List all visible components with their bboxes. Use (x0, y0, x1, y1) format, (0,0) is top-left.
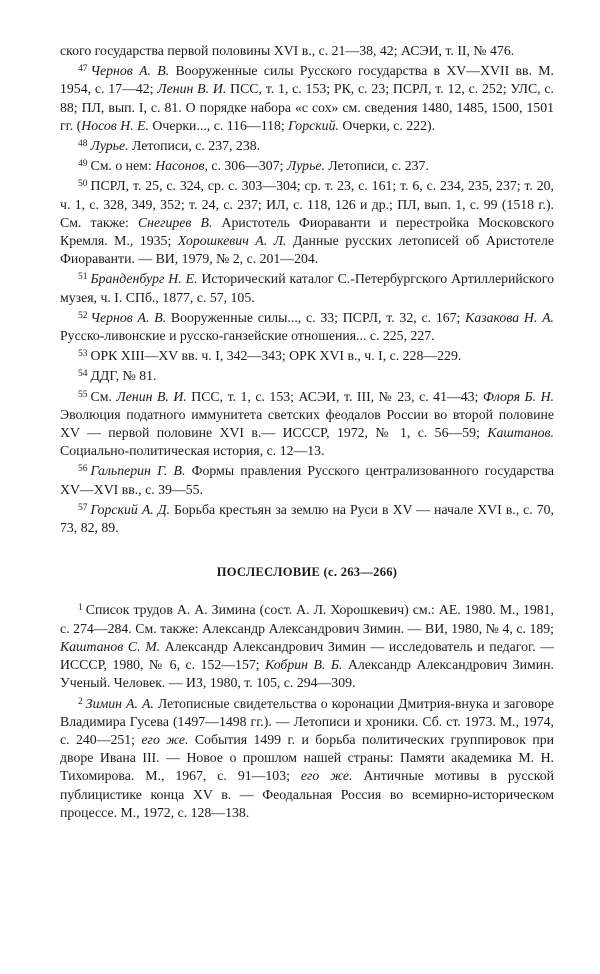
footnote (60, 460, 554, 498)
author-name: Носов Н. Е. (81, 117, 149, 133)
footnote (60, 42, 554, 60)
author-name: Каштанов. (487, 425, 554, 441)
footnote-number: 56 (78, 464, 88, 475)
author-name: Лурье. (286, 158, 325, 174)
footnote-text: См. (90, 388, 117, 404)
footnote (60, 365, 554, 385)
section-heading: ПОСЛЕСЛОВИЕ (с. 263—266) (216, 565, 398, 580)
footnote (60, 155, 554, 175)
footnote-text: Александр Александрович Зимин. Ученый. Человек. — ИЗ, 1980, т. 105, с. 294—309. (60, 657, 554, 691)
author-name: Горский А. Д. (90, 501, 170, 517)
author-name: Бранденбург Н. Е. (90, 271, 198, 287)
footnote-text: Очерки, с. 222). (338, 117, 436, 133)
footnote (60, 499, 554, 537)
author-name: Флоря Б. Н. (482, 388, 555, 404)
author-name: Горский. (288, 117, 339, 133)
footnote-number: 49 (78, 159, 88, 170)
author-name: Казакова Н. А. (465, 309, 554, 325)
footnote-text: ПСС, т. 1, с. 153; РК, с. 23; ПСРЛ, т. 12, с. 252; УЛС, с. 88; ПЛ, вып. I, с. 81. О порядке набора «с сох» см. сведения 1480, 1485, 1500, 1501 гг. ( (60, 81, 554, 133)
footnote (60, 693, 554, 822)
footnote-number: 48 (78, 139, 88, 150)
author-name: его же. (300, 768, 353, 784)
footnote-text: с. 306—307; (207, 158, 287, 174)
footnote (60, 386, 554, 461)
footnote-text: Данные русских летописей об Аристотеле Фиораванти. — ВИ, 1979, № 2, с. 201—204. (60, 233, 554, 267)
author-name: Лурье. (90, 138, 129, 154)
footnote-text: Очерки..., с. 116—118; (148, 117, 289, 133)
notes-block-before (60, 42, 554, 537)
footnote-text: Эволюция податного иммунитета светских феодалов России во второй половине XV — первой половине XVI в.— ИСССР, 1972, № 1, с. 56—59; (60, 406, 554, 441)
footnote-number: 1 (78, 603, 83, 614)
footnote-number: 47 (78, 64, 88, 75)
footnote-text: Летописные свидетельства о коронации Дмитрия-внука и заговоре Владимира Гусева (1497—1498 гг.). — Летописи и хроники. Сб. ст. 1973. М., 1974, с. 240—251; (60, 695, 554, 747)
footnote-text: Летописи, с. 237. (324, 158, 429, 174)
footnote-text: Аристотель Фиораванти и перестройка Московского Кремля. М., 1935; (60, 214, 554, 249)
author-name: Снегирев В. (137, 214, 213, 230)
author-name: Гальперин Г. В. (90, 463, 186, 479)
footnote-text: Социально-политическая история, с. 12—13. (60, 443, 325, 459)
footnote-text: ДДГ, № 81. (90, 368, 157, 384)
author-name: Кобрин В. Б. (265, 657, 343, 673)
author-name: Каштанов С. М. (60, 638, 161, 654)
author-name: Ленин В. И. (157, 81, 227, 97)
footnote-text: Летописи, с. 237, 238. (128, 138, 261, 154)
footnote-text: Формы правления Русского централизованного государства XV—XVI вв., с. 39—55. (60, 463, 554, 497)
footnote-text: Александр Александрович Зимин — исследователь и педагог. — ИСССР, 1980, № 6, с. 152—157; (60, 638, 554, 673)
notes-block-after (60, 599, 554, 821)
footnote (60, 307, 554, 345)
author-name: Насонов, (155, 158, 208, 174)
footnote-number: 52 (78, 310, 88, 321)
footnote-text: Список трудов А. А. Зимина (сост. А. Л. Хорошкевич) см.: АЕ. 1980. М., 1981, с. 274—284. См. также: Александр Александрович Зимин. — ВИ, 1980, № 4, с. 189; (60, 602, 554, 636)
footnote-text: Русско-ливонские и русско-ганзейские отношения... с. 225, 227. (60, 328, 435, 344)
footnote-text: ского государства первой половины XVI в., с. 21—38, 42; АСЭИ, т. II, № 476. (60, 43, 515, 58)
footnote-number: 2 (78, 696, 83, 707)
footnote-number: 55 (78, 389, 88, 400)
footnote-text: Вооруженные силы Русского государства в XV—XVII вв. М. 1954, с. 17—42; (60, 63, 554, 97)
footnote-number: 50 (78, 179, 88, 190)
footnote-number: 54 (78, 369, 88, 380)
footnote-text: Борьба крестьян за землю на Руси в XV — начале XVI в., с. 70, 73, 82, 89. (60, 501, 554, 536)
author-name: Чернов А. В. (90, 309, 167, 325)
author-name: Зимин А. А. (85, 695, 154, 711)
footnote-text: ПСРЛ, т. 25, с. 324, ср. с. 303—304; ср. т. 23, с. 161; т. 6, с. 234, 235, 237; т. 20, ч. 1, с. 328, 349, 352; т. 24, с. 237; ИЛ, с. 118, 126 и др.; ПЛ, вып. 1, с. 99 (1518 г.). См. также: (60, 178, 554, 230)
author-name: его же. (141, 731, 189, 747)
footnote-number: 51 (78, 272, 88, 283)
footnote (60, 60, 554, 135)
footnote-text: См. о нем: (90, 158, 156, 174)
footnote (60, 175, 554, 268)
author-name: Чернов А. В. (90, 63, 170, 79)
footnote-text: ОРК XIII—XV вв. ч. I, 342—343; ОРК XVI в., ч. I, с. 228—229. (90, 348, 462, 364)
footnote (60, 599, 554, 692)
footnote (60, 345, 554, 365)
author-name: Ленин В. И. (116, 388, 187, 404)
footnote-number: 57 (78, 502, 88, 513)
footnote-number: 53 (78, 349, 88, 360)
footnote-text: ПСС, т. 1, с. 153; АСЭИ, т. III, № 23, с. 41—43; (186, 388, 483, 404)
author-name: Хорошкевич А. Л. (177, 233, 287, 249)
footnote-text: Античные мотивы в русской публицистике конца XV в. — Феодальная Россия во всемирно-историческом процессе. М., 1972, с. 128—138. (60, 768, 554, 820)
footnote (60, 268, 554, 306)
footnote (60, 135, 554, 155)
footnote-text: Исторический каталог С.-Петербургского Артиллерийского музея, ч. I. СПб., 1877, с. 57, 105. (60, 271, 554, 305)
footnote-text: События 1499 г. и борьба политических группировок при дворе Ивана III. — Новое о прошлом нашей страны: Памяти академика М. Н. Тихомирова. М., 1967, с. 91—103; (60, 731, 554, 784)
footnote-text: Вооруженные силы..., с. 33; ПСРЛ, т. 32, с. 167; (166, 309, 466, 325)
